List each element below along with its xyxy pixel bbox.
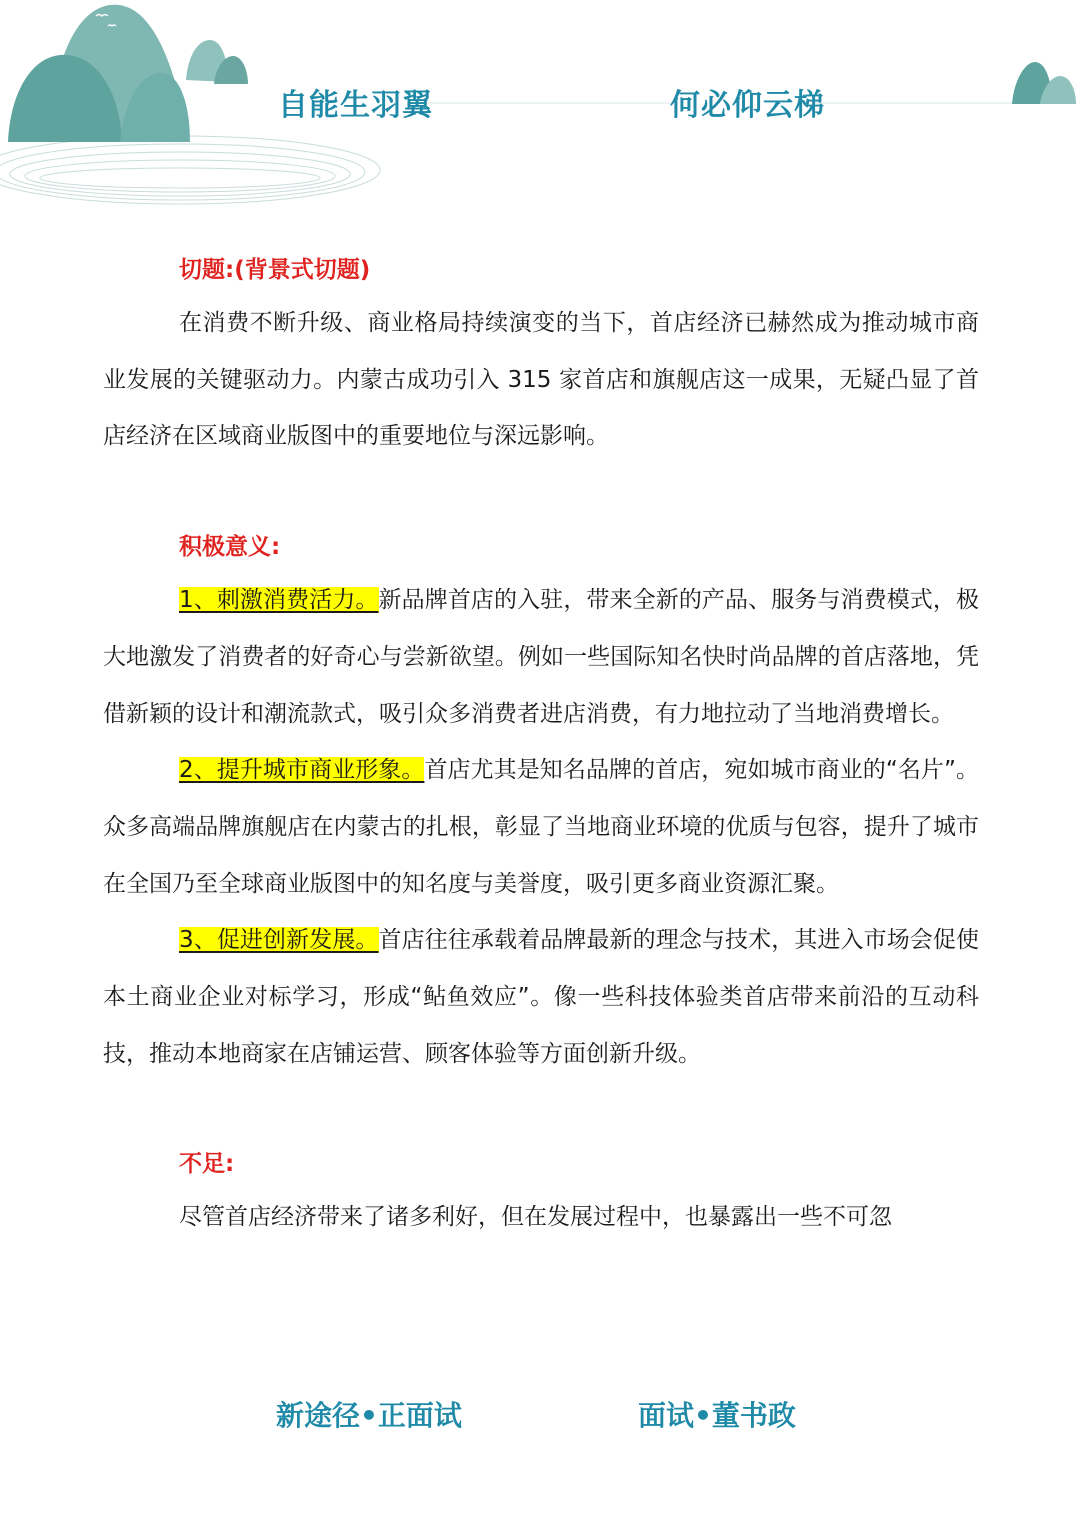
shortcoming-section-title: 不足: xyxy=(179,1151,235,1178)
footer-slogan-left: 新途径•正面试 xyxy=(276,1399,462,1432)
positive-item-1-heading: 1、刺激消费活力。 xyxy=(179,587,379,614)
positive-item-2-heading: 2、提升城市商业形象。 xyxy=(179,757,425,784)
positive-item-3 xyxy=(103,912,979,1082)
intro-section-title: 切题:(背景式切题) xyxy=(179,257,371,283)
intro-paragraph: 在消费不断升级、商业格局持续演变的当下，首店经济已赫然成为推动城市商业发展的关键驱动力。内蒙古成功引入 315 家首店和旗舰店这一成果，无疑凸显了首店经济在区域商业版图中的重要地位与深远影响。 xyxy=(103,310,979,450)
positive-section-title: 积极意义: xyxy=(179,534,281,561)
header-motto-right: 何必仰云梯 xyxy=(670,88,825,123)
header-motto-left: 自能生羽翼 xyxy=(278,88,433,123)
positive-item-2-text: 首店尤其是知名品牌的首店，宛如城市商业的“名片”。众多高端品牌旗舰店在内蒙古的扎根，彰显了当地商业环境的优质与包容，提升了城市在全国乃至全球商业版图中的知名度与美誉度，吸引更多商业资源汇聚。 xyxy=(103,757,979,897)
positive-item-1-text: 新品牌首店的入驻，带来全新的产品、服务与消费模式，极大地激发了消费者的好奇心与尝新欲望。例如一些国际知名快时尚品牌的首店落地，凭借新颖的设计和潮流款式，吸引众多消费者进店消费，有力地拉动了当地消费增长。 xyxy=(103,587,980,727)
positive-item-3-heading: 3、促进创新发展。 xyxy=(179,927,379,954)
mountain-landscape-decoration xyxy=(0,0,1080,215)
shortcoming-paragraph: 尽管首店经济带来了诸多利好，但在发展过程中，也暴露出一些不可忽 xyxy=(179,1204,892,1231)
positive-item-2 xyxy=(103,742,979,912)
positive-item-3-text: 首店往往承载着品牌最新的理念与技术，其进入市场会促使本土商业企业对标学习，形成“鲇鱼效应”。像一些科技体验类首店带来前沿的互动科技，推动本地商家在店铺运营、顾客体验等方面创新升级。 xyxy=(103,927,980,1067)
footer-slogan-right: 面试•董书政 xyxy=(638,1399,796,1432)
positive-item-1 xyxy=(103,572,979,742)
document-body xyxy=(103,245,979,1246)
